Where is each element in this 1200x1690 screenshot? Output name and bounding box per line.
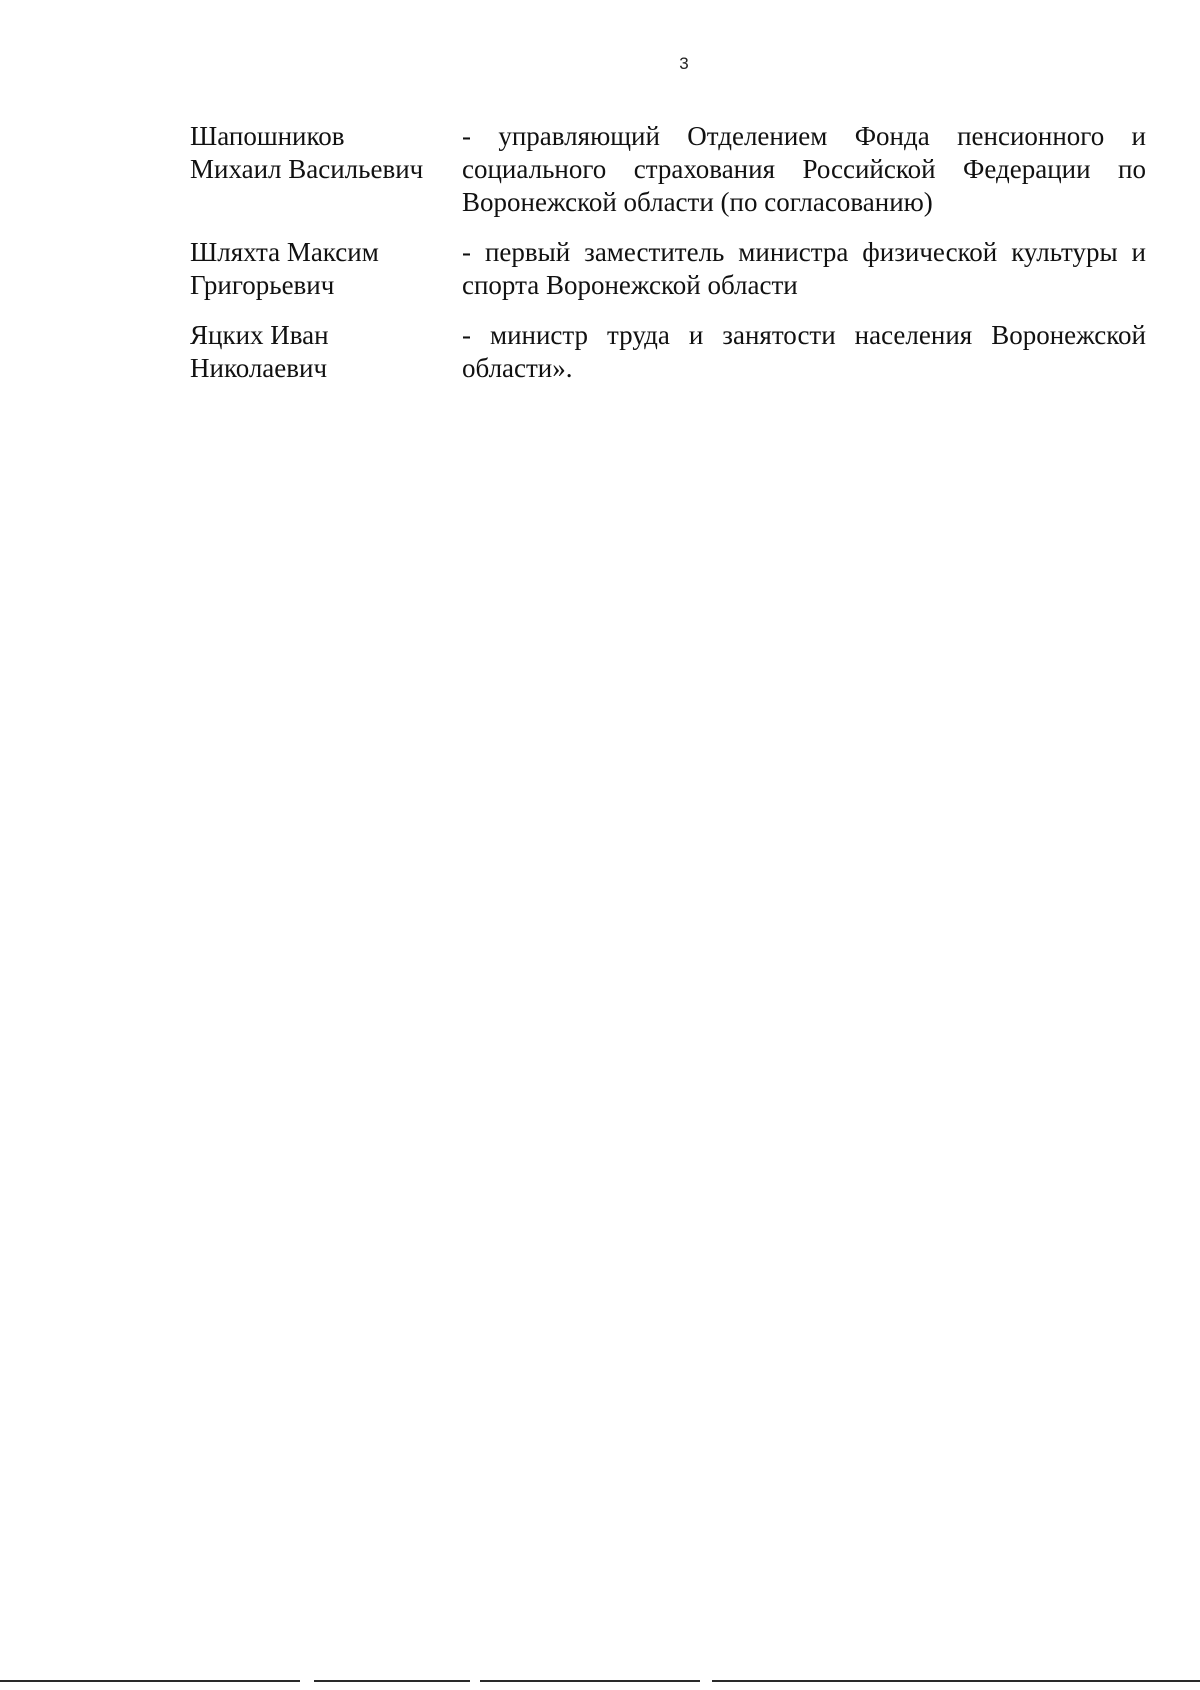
member-surname-line: Яцких Иван xyxy=(190,320,329,350)
member-surname-line: Шапошников xyxy=(190,121,345,151)
member-name xyxy=(190,319,462,385)
member-surname-line: Шляхта Максим xyxy=(190,237,379,267)
scan-rule-gap xyxy=(700,1678,712,1683)
member-name xyxy=(190,236,462,302)
member-list xyxy=(190,120,1146,402)
member-row xyxy=(190,236,1146,302)
scan-rule-gap xyxy=(300,1678,314,1683)
member-row xyxy=(190,120,1146,219)
scan-rule-gap xyxy=(470,1678,480,1683)
member-given-names-line: Николаевич xyxy=(190,353,328,383)
page-number: 3 xyxy=(679,54,689,73)
member-given-names-line: Михаил Васильевич xyxy=(190,154,424,184)
member-position: - первый заместитель министра физической культуры и спорта Воронежской области xyxy=(462,237,1146,300)
member-name xyxy=(190,120,462,186)
member-row xyxy=(190,319,1146,385)
member-position: - управляющий Отделением Фонда пенсионного и социального страхования Российской Федерации по Воронежской области (по согласованию) xyxy=(462,121,1146,217)
member-position: - министр труда и занятости населения Воронежской области». xyxy=(462,320,1146,383)
member-given-names-line: Григорьевич xyxy=(190,270,335,300)
scan-bottom-rule xyxy=(0,1680,1200,1682)
